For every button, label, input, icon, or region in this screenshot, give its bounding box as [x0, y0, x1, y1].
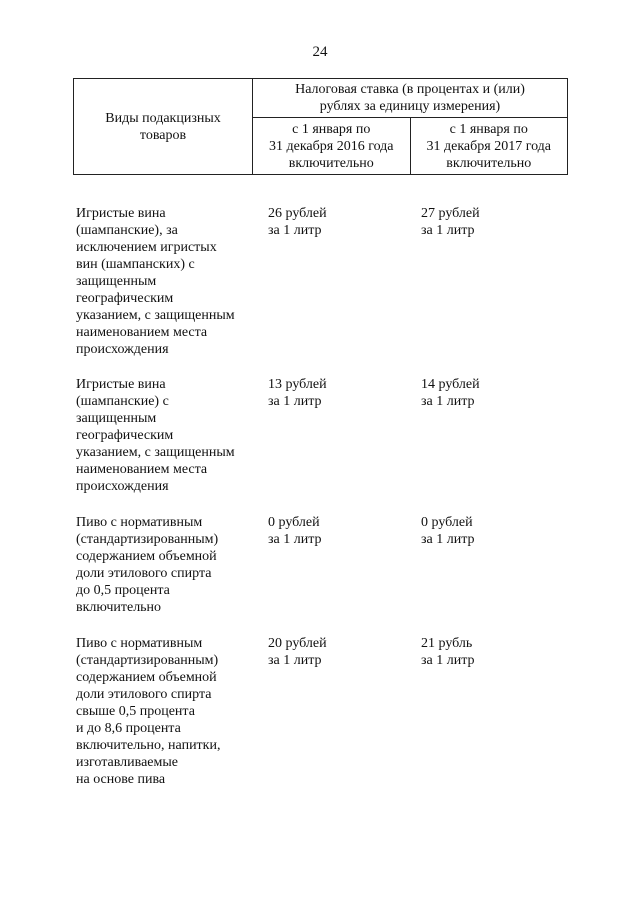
rate-2017: 27 рублей за 1 литр	[421, 206, 480, 238]
goods-description: Игристые вина (шампанские) с защищенным географическим указанием, с защищенным наименованием места происхождения	[76, 377, 235, 494]
rate-2017: 21 рубль за 1 литр	[421, 636, 475, 668]
rate-2017: 0 рублей за 1 литр	[421, 515, 475, 547]
goods-description: Игристые вина (шампанские), за исключением игристых вин (шампанских) с защищенным географическим указанием, с защищенным наименованием места происхождения	[76, 206, 235, 357]
rate-2016: 20 рублей за 1 литр	[268, 636, 327, 668]
header-kinds-cell: Виды подакцизных товаров	[74, 79, 253, 175]
header-rate-cell: Налоговая ставка (в процентах и (или) рублях за единицу измерения)	[253, 79, 568, 118]
page-number: 24	[312, 44, 328, 60]
goods-description: Пиво с нормативным (стандартизированным) содержанием объемной доли этилового спирта свыше 0,5 процента и до 8,6 процента включительно, напитки, изготавливаемые на основе пива	[76, 636, 221, 787]
header-period-2017: с 1 января по 31 декабря 2017 года включительно	[410, 118, 568, 175]
header-row-top	[74, 79, 568, 118]
rate-2016: 26 рублей за 1 литр	[268, 206, 327, 238]
header-period-2016: с 1 января по 31 декабря 2016 года включительно	[253, 118, 411, 175]
rate-2016: 0 рублей за 1 литр	[268, 515, 322, 547]
goods-description: Пиво с нормативным (стандартизированным) содержанием объемной доли этилового спирта до 0,5 процента включительно	[76, 515, 219, 615]
rate-2016: 13 рублей за 1 литр	[268, 377, 327, 409]
table-header	[73, 78, 568, 175]
rate-2017: 14 рублей за 1 литр	[421, 377, 480, 409]
